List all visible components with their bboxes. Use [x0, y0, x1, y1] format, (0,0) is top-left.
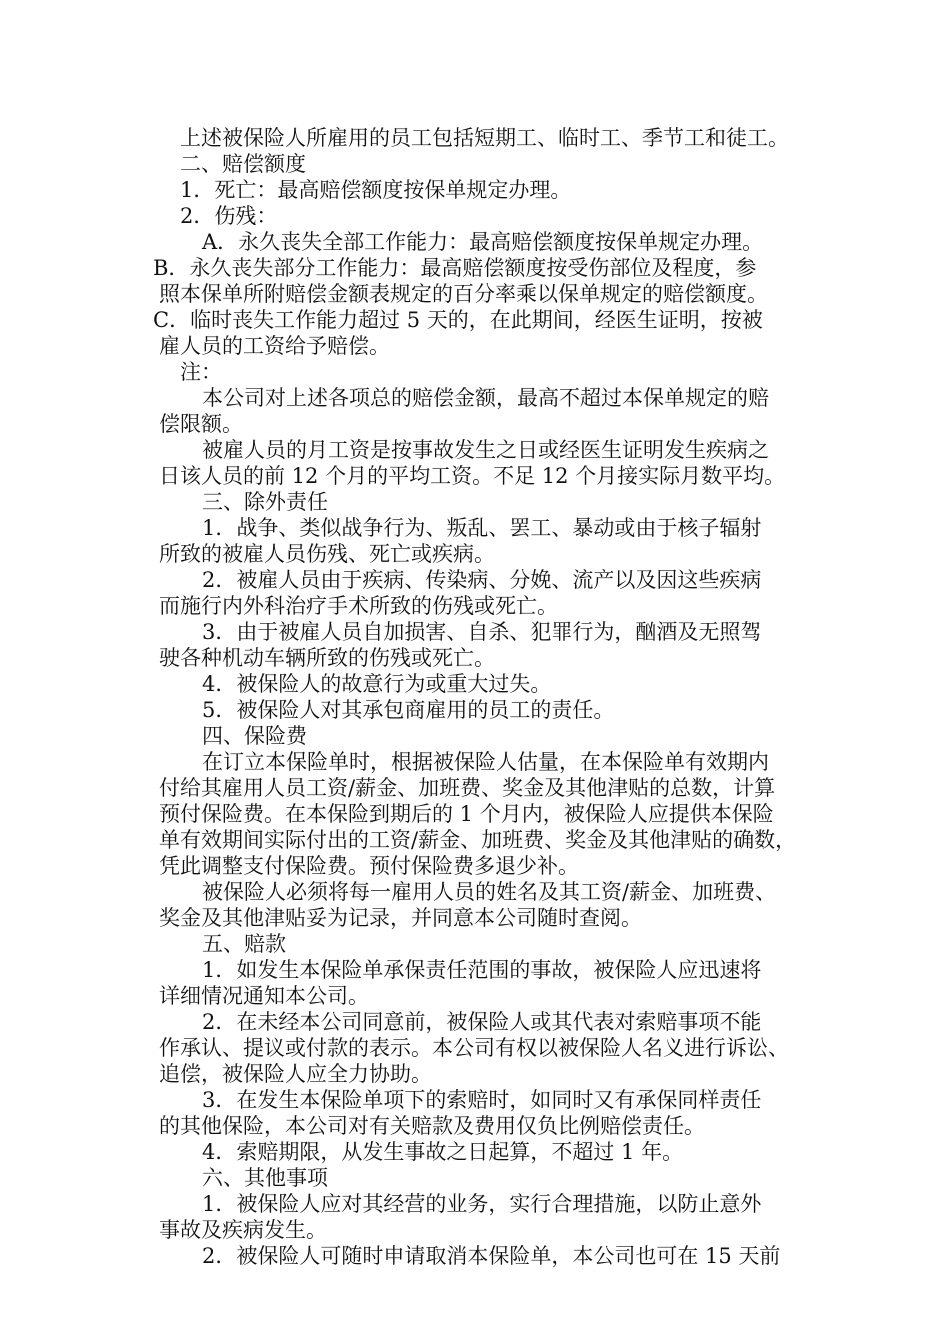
text-line: 单有效期间实际付出的工资/薪金、加班费、奖金及其他津贴的确数， [159, 828, 797, 852]
text-line: C．临时丧失工作能力超过 5 天的，在此期间，经医生证明，按被 [153, 308, 763, 332]
text-line: 追偿，被保险人应全力协助。 [159, 1062, 432, 1086]
text-line: 被保险人必须将每一雇用人员的姓名及其工资/薪金、加班费、 [202, 880, 777, 904]
text-line: 的其他保险，本公司对有关赔款及费用仅负比例赔偿责任。 [159, 1114, 705, 1138]
text-line: 驶各种机动车辆所致的伤残或死亡。 [159, 646, 495, 670]
text-line: 奖金及其他津贴妥为记录，并同意本公司随时查阅。 [159, 906, 642, 930]
text-line: 所致的被雇人员伤残、死亡或疾病。 [159, 542, 495, 566]
text-line: 4．被保险人的故意行为或重大过失。 [202, 672, 552, 696]
text-line: 5．被保险人对其承包商雇用的员工的责任。 [202, 698, 615, 722]
text-line: 被雇人员的月工资是按事故发生之日或经医生证明发生疾病之 [202, 438, 769, 462]
text-line: 2．在未经本公司同意前，被保险人或其代表对索赔事项不能 [202, 1010, 762, 1034]
text-line: 偿限额。 [159, 412, 243, 436]
text-line: 3．在发生本保险单项下的索赔时，如同时又有承保同样责任 [202, 1088, 762, 1112]
text-line: A．永久丧失全部工作能力：最高赔偿额度按保单规定办理。 [202, 230, 764, 254]
section-heading: 二、赔偿额度 [180, 152, 306, 176]
section-heading: 五、赔款 [202, 932, 286, 956]
text-line: 预付保险费。在本保险到期后的 1 个月内，被保险人应提供本保险 [159, 802, 774, 826]
text-line: 上述被保险人所雇用的员工包括短期工、临时工、季节工和徒工。 [180, 126, 789, 150]
text-line: 本公司对上述各项总的赔偿金额，最高不超过本保单规定的赔 [202, 386, 769, 410]
text-line: 日该人员的前 12 个月的平均工资。不足 12 个月接实际月数平均。 [159, 464, 786, 488]
text-line: 2．被保险人可随时申请取消本保险单，本公司也可在 15 天前 [202, 1244, 781, 1268]
text-line: 1．战争、类似战争行为、叛乱、罢工、暴动或由于核子辐射 [202, 516, 762, 540]
text-line: 1．死亡：最高赔偿额度按保单规定办理。 [180, 178, 572, 202]
text-line: 1．如发生本保险单承保责任范围的事故，被保险人应迅速将 [202, 958, 762, 982]
text-line: 4．索赔期限，从发生事故之日起算，不超过 1 年。 [202, 1140, 684, 1164]
text-line: 2．伤残： [180, 204, 278, 228]
section-heading: 六、其他事项 [202, 1166, 328, 1190]
section-heading: 三、除外责任 [202, 490, 328, 514]
text-line: 1．被保险人应对其经营的业务，实行合理措施，以防止意外 [202, 1192, 762, 1216]
text-line: 雇人员的工资给予赔偿。 [159, 334, 390, 358]
text-line: B．永久丧失部分工作能力：最高赔偿额度按受伤部位及程度，参 [153, 256, 757, 280]
text-line: 付给其雇用人员工资/薪金、加班费、奖金及其他津贴的总数，计算 [159, 776, 776, 800]
note-label: 注： [180, 360, 222, 384]
text-line: 照本保单所附赔偿金额表规定的百分率乘以保单规定的赔偿额度。 [159, 282, 768, 306]
text-line: 事故及疾病发生。 [159, 1218, 327, 1242]
text-line: 在订立本保险单时，根据被保险人估量，在本保险单有效期内 [202, 750, 769, 774]
text-line: 2．被雇人员由于疾病、传染病、分娩、流产以及因这些疾病 [202, 568, 762, 592]
text-line: 作承认、提议或付款的表示。本公司有权以被保险人名义进行诉讼、 [159, 1036, 789, 1060]
text-line: 而施行内外科治疗手术所致的伤残或死亡。 [159, 594, 558, 618]
section-heading: 四、保险费 [202, 724, 307, 748]
text-line: 凭此调整支付保险费。预付保险费多退少补。 [159, 854, 579, 878]
text-line: 3．由于被雇人员自加损害、自杀、犯罪行为，酗酒及无照驾 [202, 620, 762, 644]
text-line: 详细情况通知本公司。 [159, 984, 369, 1008]
